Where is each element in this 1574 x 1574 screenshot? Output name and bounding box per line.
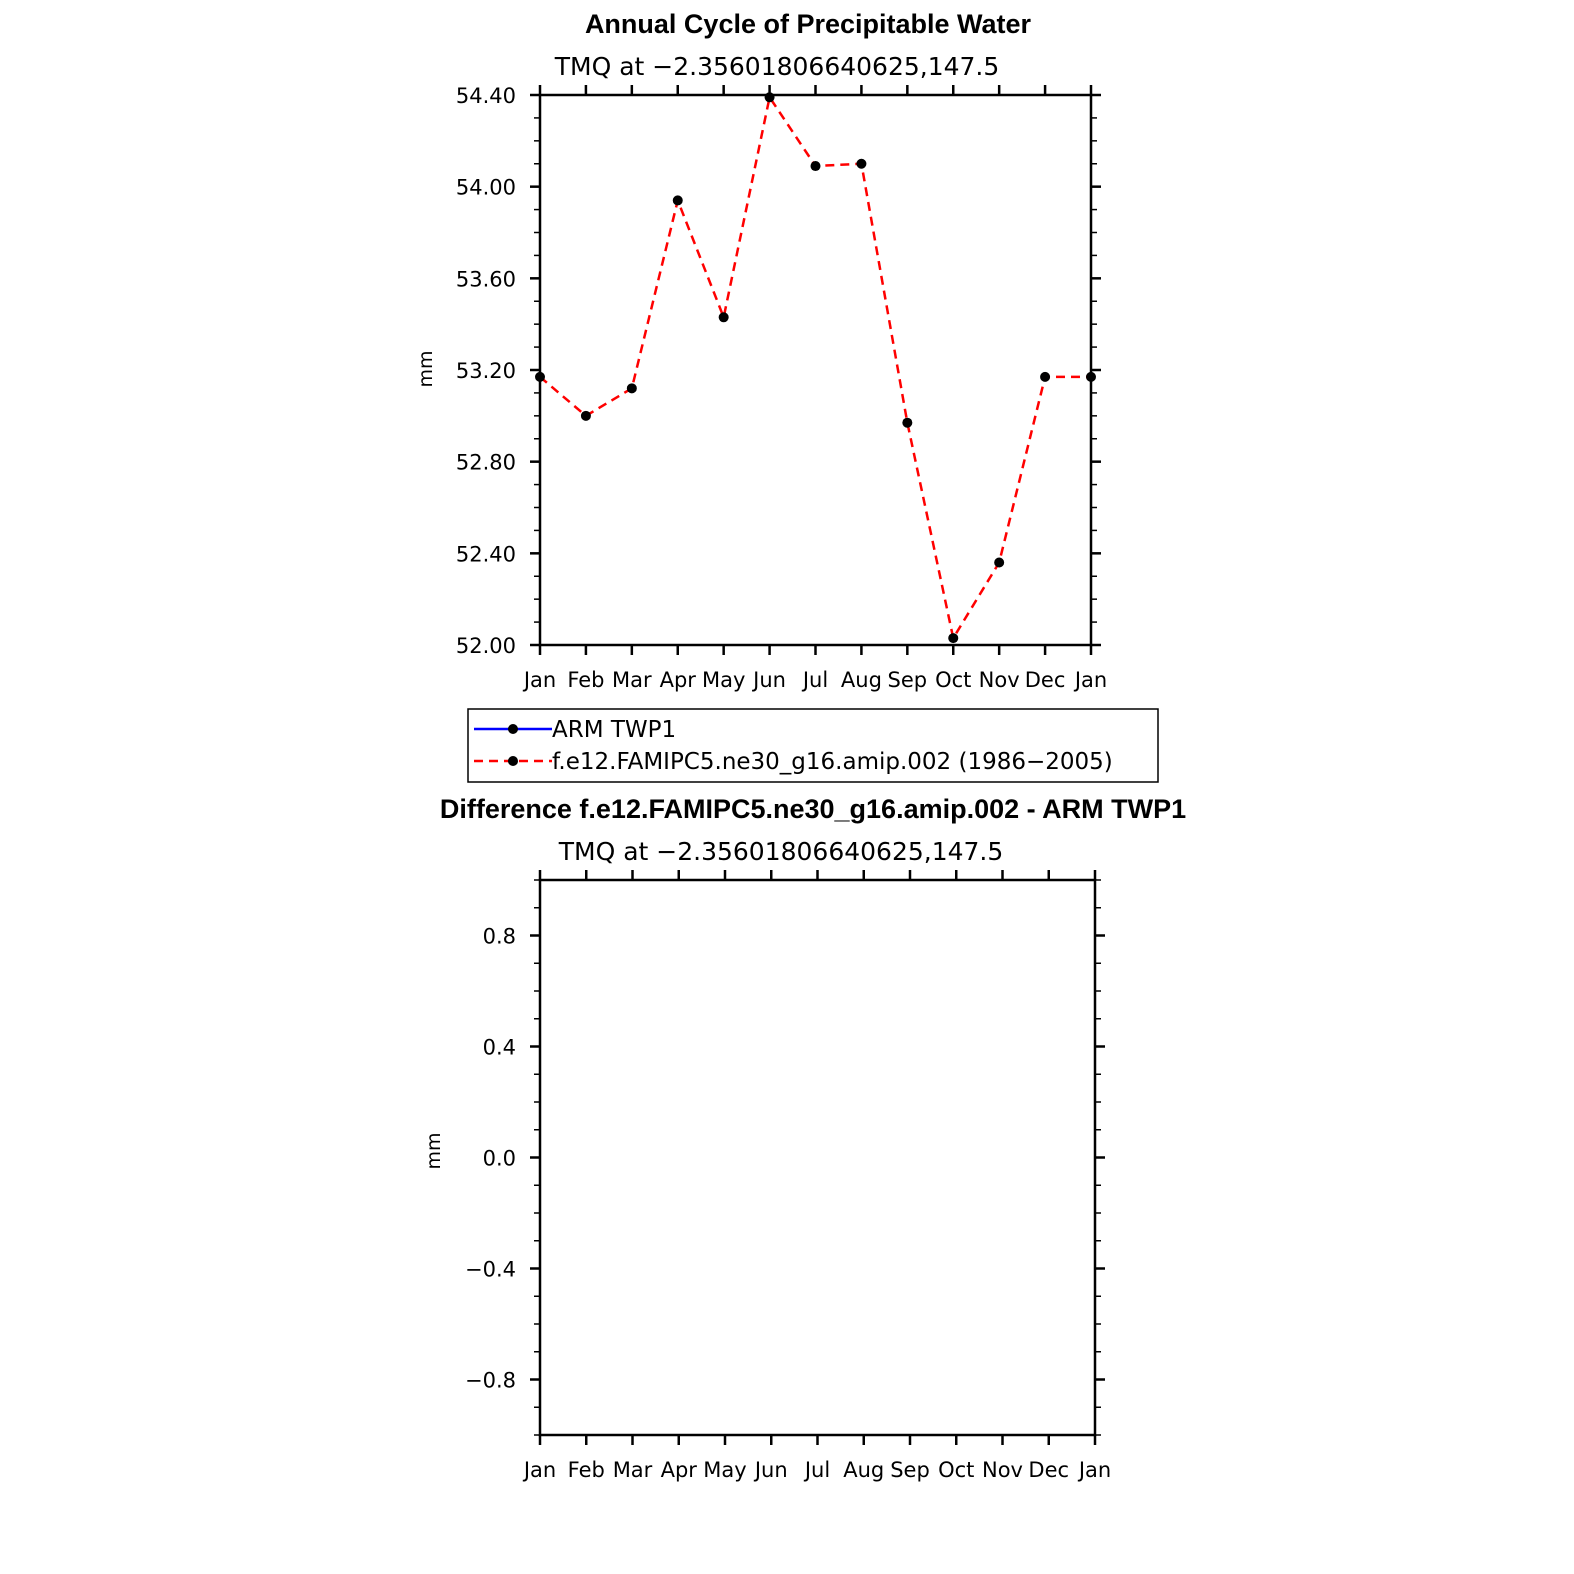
difference-chart-title: Difference f.e12.FAMIPC5.ne30_g16.amip.002 - ARM TWP1 [439,794,1187,824]
data-point [902,418,912,428]
x-tick-label: May [703,1458,747,1482]
y-tick-label: 54.00 [455,175,516,200]
data-point [948,633,958,643]
y-tick-label: −0.8 [465,1368,516,1393]
x-tick-label: Oct [938,1458,975,1482]
y-axis-label: mm [415,350,437,388]
x-tick-label: Aug [843,1458,885,1482]
x-tick-label: Jan [1078,1458,1112,1482]
data-point [581,411,591,421]
annual-cycle-chart [415,9,1107,692]
difference-chart-subtitle: TMQ at −2.35601806640625,147.5 [558,837,1004,866]
legend-label-model: f.e12.FAMIPC5.ne30_g16.amip.002 (1986−2005) [552,749,1113,775]
plot-frame [540,880,1095,1435]
series-line [540,97,1091,638]
data-point [765,92,775,102]
x-tick-label: Nov [982,1458,1023,1482]
y-tick-label: −0.4 [465,1257,516,1282]
difference-y-axis-label: mm [423,1132,445,1170]
data-point [811,161,821,171]
x-tick-label: Sep [890,1458,930,1482]
data-point [994,558,1004,568]
x-tick-label: Sep [887,668,928,692]
y-tick-label: 52.80 [455,450,516,475]
y-tick-label: 53.60 [455,267,516,292]
x-tick-label: Apr [659,668,696,692]
y-tick-label: 52.00 [455,634,516,658]
y-tick-label: 52.40 [455,542,516,567]
x-tick-label: Jun [754,1458,788,1482]
legend-marker-arm [508,724,518,734]
legend-item-model [474,749,1113,775]
plot-frame [540,95,1091,645]
chart-subtitle: TMQ at −2.35601806640625,147.5 [554,52,1000,81]
y-tick-label: 0.0 [482,1146,516,1171]
x-tick-label: Aug [840,668,882,692]
x-tick-label: Mar [612,1458,653,1482]
x-tick-label: Jun [753,668,786,692]
x-tick-label: Jul [802,668,829,692]
x-tick-label: Jan [523,1458,557,1482]
data-point [535,372,545,382]
legend [468,709,1158,782]
x-tick-label: Jan [523,668,557,692]
data-point [1040,372,1050,382]
x-tick-label: Feb [567,668,605,692]
data-point [673,195,683,205]
x-tick-label: May [701,668,746,692]
data-point [627,383,637,393]
legend-label-arm: ARM TWP1 [552,717,677,743]
data-point [719,312,729,322]
chart-title: Annual Cycle of Precipitable Water [584,9,1032,39]
y-tick-label: 53.20 [455,359,516,383]
x-tick-label: Dec [1028,1458,1070,1482]
x-tick-label: Oct [935,668,972,692]
x-tick-label: Feb [567,1458,605,1482]
y-tick-label: 0.4 [482,1035,516,1060]
x-tick-label: Jan [1074,668,1108,692]
x-tick-label: Nov [978,668,1020,692]
difference-chart [423,794,1186,1482]
data-point [1086,372,1096,382]
y-tick-label: 54.40 [455,84,516,108]
x-tick-label: Dec [1024,668,1066,692]
series-layer [535,92,1096,643]
difference-axes [465,870,1111,1482]
legend-marker-model [508,756,518,766]
data-point [856,159,866,169]
y-tick-label: 0.8 [482,924,516,949]
x-tick-label: Jul [804,1458,831,1482]
x-tick-label: Apr [660,1458,697,1482]
x-tick-label: Mar [612,668,652,692]
